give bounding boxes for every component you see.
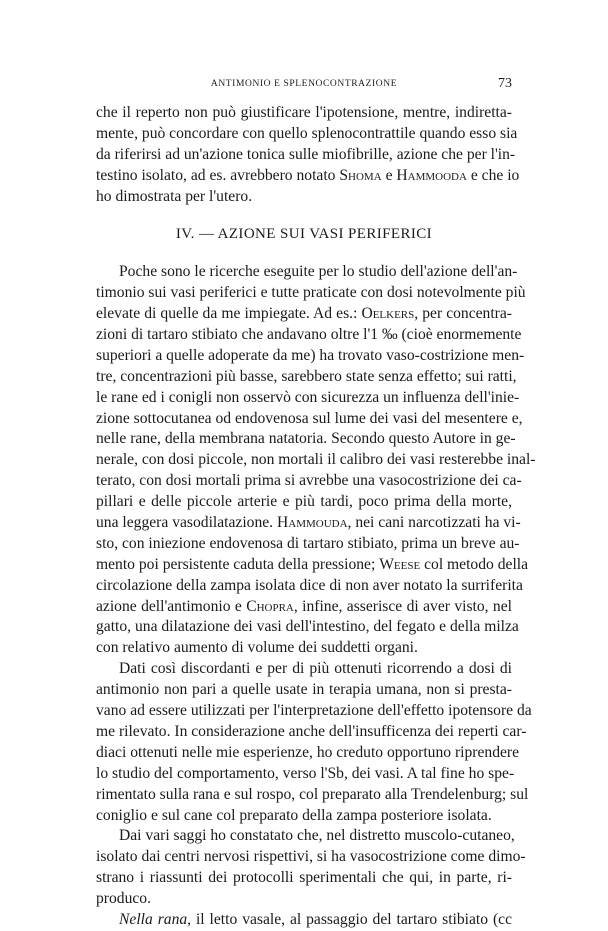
text-line: con relativo aumento di volume dei suddetti organi. [96, 639, 418, 657]
paragraph [96, 262, 536, 659]
text-line: Dai vari saggi ho constatato che, nel distretto muscolo-cutaneo, [119, 827, 515, 845]
text-line: Dati così discordanti e per di più ottenuti ricorrendo a dosi di [119, 660, 512, 678]
line-rest: il letto vasale, al passaggio del tartaro stibiato (cc [191, 910, 512, 928]
text-line: che il reperto non può giustificare l'ipotensione, mentre, indiretta- [96, 104, 512, 121]
text-line: una leggera vasodilatazione. Hammouda, nei cani narcotizzati ha vi- [96, 514, 521, 532]
text-line: ho dimostrata per l'utero. [96, 187, 253, 205]
paragraph [96, 910, 512, 931]
text-line: le rane ed i conigli non osservò con sicurezza un influenza dell'inie- [96, 388, 520, 406]
paragraph-continuation [96, 103, 520, 207]
text-line: timonio sui vasi periferici e tutte praticate con dosi notevolmente più [96, 284, 526, 302]
text-line: superiori a quelle adoperate da me) ha trovato vaso-costrizione men- [96, 346, 525, 364]
paragraph [96, 659, 532, 826]
text-line: coniglio e sul cane col preparato della zampa posteriore isolata. [96, 806, 492, 824]
text-line: antimonio non pari a quelle usate in terapia umana, non si presta- [96, 681, 512, 699]
text-line: mento poi persistente caduta della pressione; Weese col metodo della [96, 555, 529, 573]
paragraph [96, 826, 526, 910]
text-line: vano ad essere utilizzati per l'interpretazione dell'effetto ipotensore da [96, 702, 532, 720]
body-text [96, 103, 536, 931]
text-line: isolato dai centri nervosi rispettivi, si ha vasocostrizione come dimo- [96, 848, 526, 866]
text-line: Poche sono le ricerche eseguite per lo studio dell'azione dell'an- [119, 263, 518, 281]
text-line: zione sottocutanea od endovenosa sul lume dei vasi del mesentere e, [96, 409, 523, 427]
text-line: pillari e delle piccole arterie e più tardi, poco prima della morte, [96, 493, 512, 511]
text-line: mente, può concordare con quello splenocontrattile quando esso sia [96, 124, 518, 142]
italic-lead: Nella rana, [119, 910, 192, 928]
running-title: ANTIMONIO E SPLENOCONTRAZIONE [210, 79, 398, 89]
text-line: terato, con dosi mortali prima si avrebbe una vasocostrizione dei ca- [96, 472, 522, 490]
page-header [96, 76, 512, 94]
text-line: nerale, con dosi piccole, non mortali il calibro dei vasi resterebbe inal- [96, 451, 536, 469]
text-line: zioni di tartaro stibiato che andavano oltre l'1 ‰ (cioè enormemente [96, 326, 522, 344]
section-heading: IV. — AZIONE SUI VASI PERIFERICI [175, 226, 433, 243]
page-number: 73 [498, 76, 512, 91]
text-line: rimentato sulla rana e sul rospo, col preparato alla Trendelenburg; sul [96, 785, 529, 803]
text-line: elevate di quelle da me impiegate. Ad es.: Oelkers, per concentra- [96, 305, 512, 323]
text-line: testino isolato, ad es. avrebbero notato Shoma e Hammooda e che io [96, 166, 520, 184]
text-line: lo studio del comportamento, verso l'Sb, dei vasi. A tal fine ho spe- [96, 764, 515, 782]
text-line: gatto, una dilatazione dei vasi dell'intestino, del fegato e della milza [96, 618, 519, 636]
text-line: strano i riassunti dei protocolli sperimentali che qui, in parte, ri- [96, 869, 512, 887]
text-line: azione dell'antimonio e Chopra, infine, asserisce di aver visto, nel [96, 597, 512, 615]
text-line: tre, concentrazioni più basse, sarebbero state senza effetto; sui ratti, [96, 367, 517, 385]
text-line: circolazione della zampa isolata dice di non aver notato la surriferita [96, 576, 523, 594]
text-line: sto, con iniezione endovenosa di tartaro stibiato, prima un breve au- [96, 534, 520, 552]
text-line: da riferirsi ad un'azione tonica sulle miofibrille, azione che per l'in- [96, 145, 516, 163]
text-line [96, 910, 512, 931]
text-line: nelle rane, della membrana natatoria. Secondo questo Autore in ge- [96, 430, 516, 448]
text-line: diaci ottenuti nelle mie esperienze, ho creduto opportuno riprendere [96, 743, 520, 761]
text-line: produco. [96, 890, 151, 908]
text-line: me rilevato. In considerazione anche dell'insufficenza dei reperti car- [96, 722, 527, 740]
